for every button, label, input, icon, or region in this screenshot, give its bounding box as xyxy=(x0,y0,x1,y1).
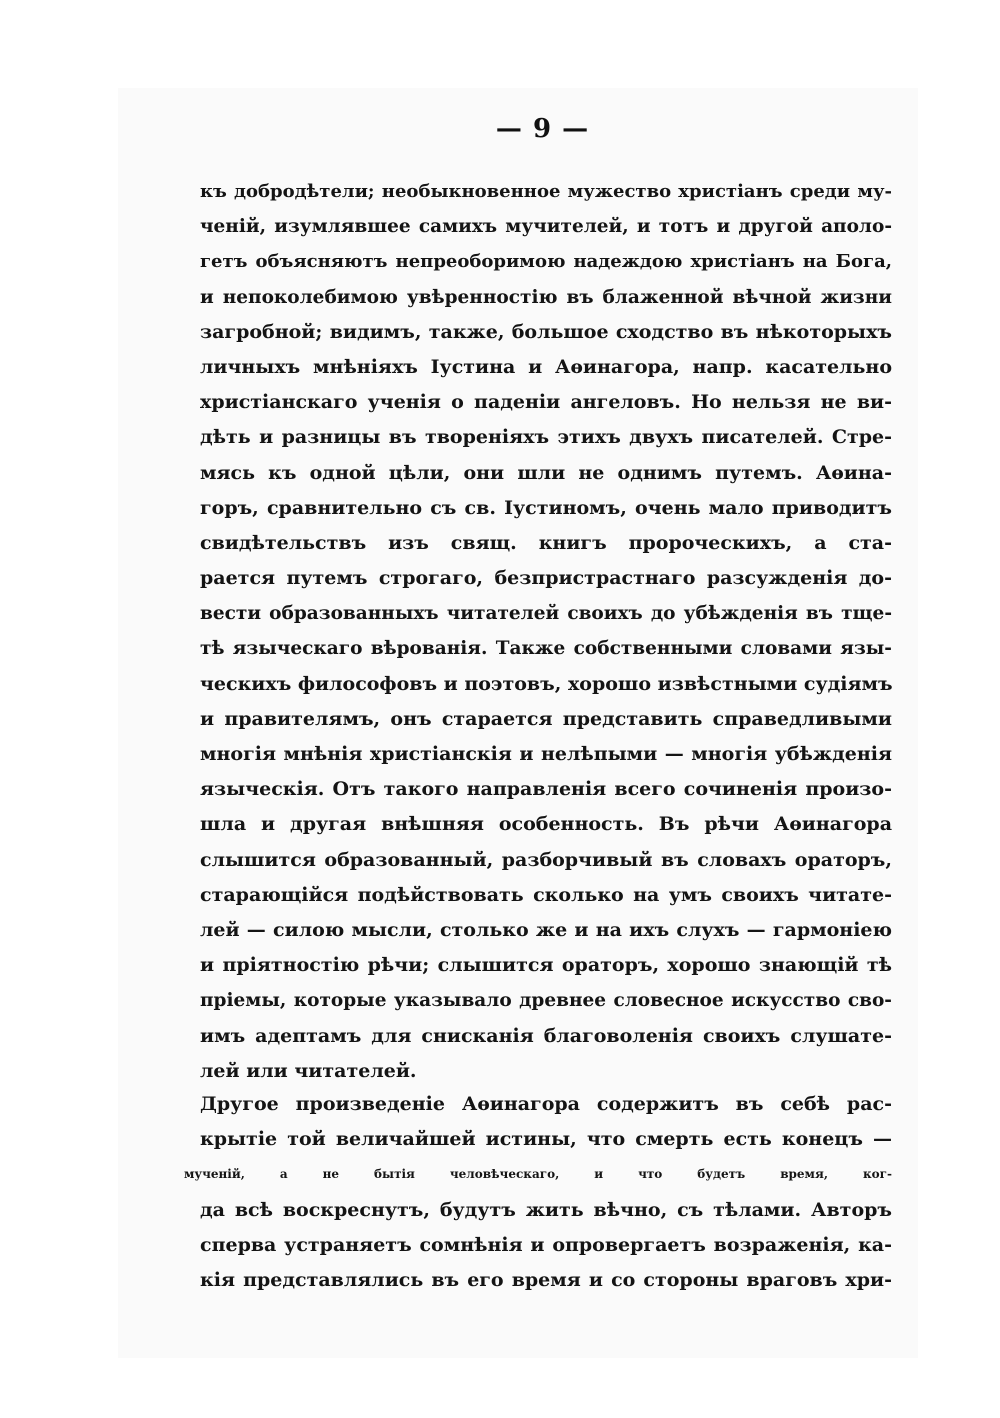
page-number: — 9 — xyxy=(495,114,590,144)
text-line: и правителямъ, онъ старается представить справедливыми xyxy=(200,707,892,730)
text-line: ческихъ философовъ и поэтовъ, хорошо извѣстными судiямъ xyxy=(200,672,893,695)
text-line: крытiе той величайшей истины, что смерть есть конецъ — xyxy=(200,1128,892,1151)
text-line: многiя мнѣнiя христiанскiя и нелѣпыми — многiя убѣжденiя xyxy=(200,743,892,765)
text-line: кiя представлялись въ его время и со стороны враговъ хри- xyxy=(200,1268,892,1291)
paragraph-1 xyxy=(200,174,892,1089)
text-line: старающiйся подѣйствовать сколько на умъ своихъ читате- xyxy=(200,883,892,906)
text-line: дѣть и разницы въ творенiяхъ этихъ двухъ писателей. Стре- xyxy=(200,426,892,449)
text-line: лей или читателей. xyxy=(200,1059,417,1082)
text-line: загробной; видимъ, также, большое сходство въ нѣкоторыхъ xyxy=(200,320,892,343)
text-line: мученiй, а не бытiя человѣческаго, и что будетъ время, ког- xyxy=(184,1167,892,1182)
paragraph-2 xyxy=(184,1087,892,1298)
text-line: свидѣтельствъ изъ свящ. книгъ пророческихъ, а ста- xyxy=(200,531,892,554)
text-line: имъ адептамъ для снисканiя благоволенiя своихъ слушате- xyxy=(200,1024,892,1047)
text-line: прiемы, которые указывало древнее словесное искусство сво- xyxy=(200,990,892,1012)
text-line: шла и другая внѣшняя особенность. Въ рѣчи Аѳинагора xyxy=(200,813,892,836)
text-line: къ добродѣтели; необыкновенное мужество христiанъ среди му- xyxy=(200,181,892,202)
text-line: лей — силою мысли, столько же и на ихъ слухъ — гармонiею xyxy=(200,918,892,941)
text-line: христiанскаго ученiя о паденiи ангеловъ. Но нельзя не ви- xyxy=(200,391,892,414)
text-line: личныхъ мнѣнiяхъ Iустина и Аѳинагора, напр. касательно xyxy=(200,355,892,378)
text-line: да всѣ воскреснутъ, будутъ жить вѣчно, съ тѣлами. Авторъ xyxy=(200,1198,892,1221)
text-line: рается путемъ строгаго, безпристрастнаго разсужденiя до- xyxy=(200,567,892,590)
text-line: ченiй, изумлявшее самихъ мучителей, и тотъ и другой аполо- xyxy=(200,216,892,238)
text-line: горъ, сравнительно съ св. Iустиномъ, очень мало приводитъ xyxy=(200,496,892,519)
text-line: Другое произведенiе Аѳинагора содержитъ въ себѣ рас- xyxy=(200,1093,892,1115)
text-line: тѣ языческаго вѣрованiя. Также собственными словами язы- xyxy=(200,638,892,660)
text-line: мясь къ одной цѣли, они шли не однимъ путемъ. Аѳина- xyxy=(200,461,892,484)
text-line: гетъ объясняютъ непреоборимою надеждою христiанъ на Бога, xyxy=(200,251,892,273)
text-line: сперва устраняетъ сомнѣнiя и опровергаетъ возраженiя, ка- xyxy=(200,1233,892,1256)
text-line: слышится образованный, разборчивый въ словахъ ораторъ, xyxy=(200,848,892,871)
text-line: и прiятностiю рѣчи; слышится ораторъ, хорошо знающiй тѣ xyxy=(200,954,892,977)
text-line: языческiя. Отъ такого направленiя всего сочиненiя произо- xyxy=(200,778,892,801)
text-line: вести образованныхъ читателей своихъ до убѣжденiя въ тще- xyxy=(200,603,892,625)
text-line: и непоколебимою увѣренностiю въ блаженной вѣчной жизни xyxy=(200,286,892,308)
